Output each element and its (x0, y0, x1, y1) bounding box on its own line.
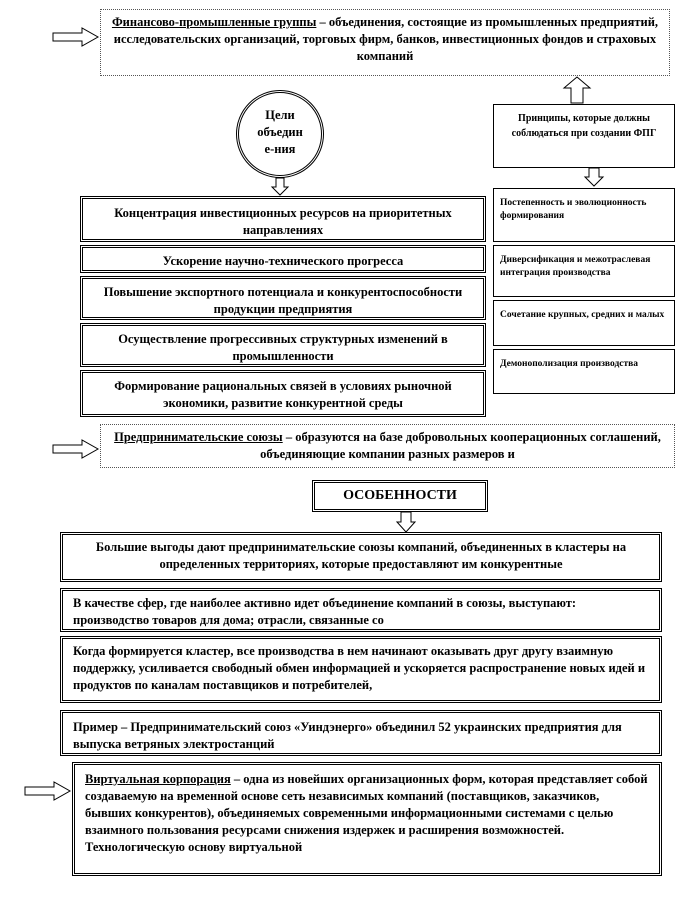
unions-definition-box (100, 424, 675, 468)
principles-title-box (493, 104, 675, 168)
goal-item (80, 245, 486, 273)
principle-text: Сочетание крупных, средних и малых (500, 310, 665, 320)
goal-text: Концентрация инвестиционных ресурсов на приоритетных направлениях (114, 206, 452, 237)
principles-title: Принципы, которые должны соблюдаться при создании ФПГ (511, 113, 657, 139)
principles-down-arrow (584, 168, 604, 188)
feature-text: Когда формируется кластер, все производства в нем начинают оказывать друг другу взаимную поддержку, усиливается свободный обмен информацией и ускоряется распространение новых идей и продуктов по каналам поставщиков и потребителей, (73, 644, 646, 692)
goals-circle-line2: объедин (257, 125, 303, 139)
goal-text: Осуществление прогрессивных структурных изменений в промышленности (118, 332, 448, 363)
feature-item (60, 636, 662, 703)
fpg-definition-box (100, 9, 670, 76)
goal-item (80, 276, 486, 320)
unions-term: Предпринимательские союзы (114, 430, 283, 444)
features-down-arrow (396, 512, 416, 534)
goal-item (80, 370, 486, 417)
goal-text: Формирование рациональных связей в условиях рыночной экономики, развитие конкурентной среды (114, 379, 452, 410)
feature-text: Пример – Предпринимательский союз «Уиндэнерго» объединил 52 украинских предприятия для выпуска ветряных электростанций (73, 720, 622, 751)
virtual-corp-box (72, 762, 662, 876)
goal-item (80, 323, 486, 367)
goals-circle-line1: Цели (265, 108, 295, 122)
feature-item (60, 710, 662, 756)
features-title-box (312, 480, 488, 512)
virtual-term: Виртуальная корпорация (85, 772, 231, 786)
virtual-definition: – одна из новейших организационных форм, которая представляет собой создаваемую на временной основе сеть независимых компаний (поставщиков, заказчиков, бывших конкурентов), объединяемых современными информационными системами с целью взаимного пользования ресурсами снижения издержек и расширения возможностей. Технологическую основу виртуальной (85, 772, 648, 854)
fpg-term: Финансово-промышленные группы (111, 15, 317, 29)
principle-text: Демонополизация производства (500, 359, 639, 369)
fpg-definition: – объединения, состоящие из промышленных предприятий, исследовательских организаций, торговых фирм, банков, инвестиционных фондов и страховых компаний (113, 15, 659, 63)
goals-circle-line3: е-ния (264, 142, 296, 156)
feature-item (60, 588, 662, 632)
goals-down-arrow (272, 178, 288, 196)
principle-item (493, 349, 675, 394)
principle-item (493, 245, 675, 297)
principles-up-arrow (562, 76, 592, 104)
unions-pointer-arrow (52, 439, 100, 459)
goal-text: Ускорение научно-технического прогресса (162, 254, 404, 268)
principle-text: Постепенность и эволюционность формирования (500, 198, 647, 221)
feature-text: Большие выгоды дают предпринимательские союзы компаний, объединенных в кластеры на определенных территориях, которые предоставляют им конкурентные (95, 540, 627, 571)
principle-item (493, 188, 675, 242)
fpg-pointer-arrow (52, 27, 100, 47)
goals-circle (236, 90, 324, 178)
virtual-pointer-arrow (24, 781, 72, 801)
goal-item (80, 196, 486, 242)
features-title: ОСОБЕННОСТИ (343, 488, 457, 503)
feature-text: В качестве сфер, где наиболее активно идет объединение компаний в союзы, выступают: производство товаров для дома; отрасли, связанные со (73, 596, 577, 627)
goal-text: Повышение экспортного потенциала и конкурентоспособности продукции предприятия (103, 285, 463, 316)
feature-item (60, 532, 662, 582)
principle-text: Диверсификация и межотраслевая интеграция производства (500, 255, 651, 278)
principle-item (493, 300, 675, 346)
unions-definition: – образуются на базе добровольных кооперационных соглашений, объединяющие компании разных размеров и (260, 430, 661, 461)
